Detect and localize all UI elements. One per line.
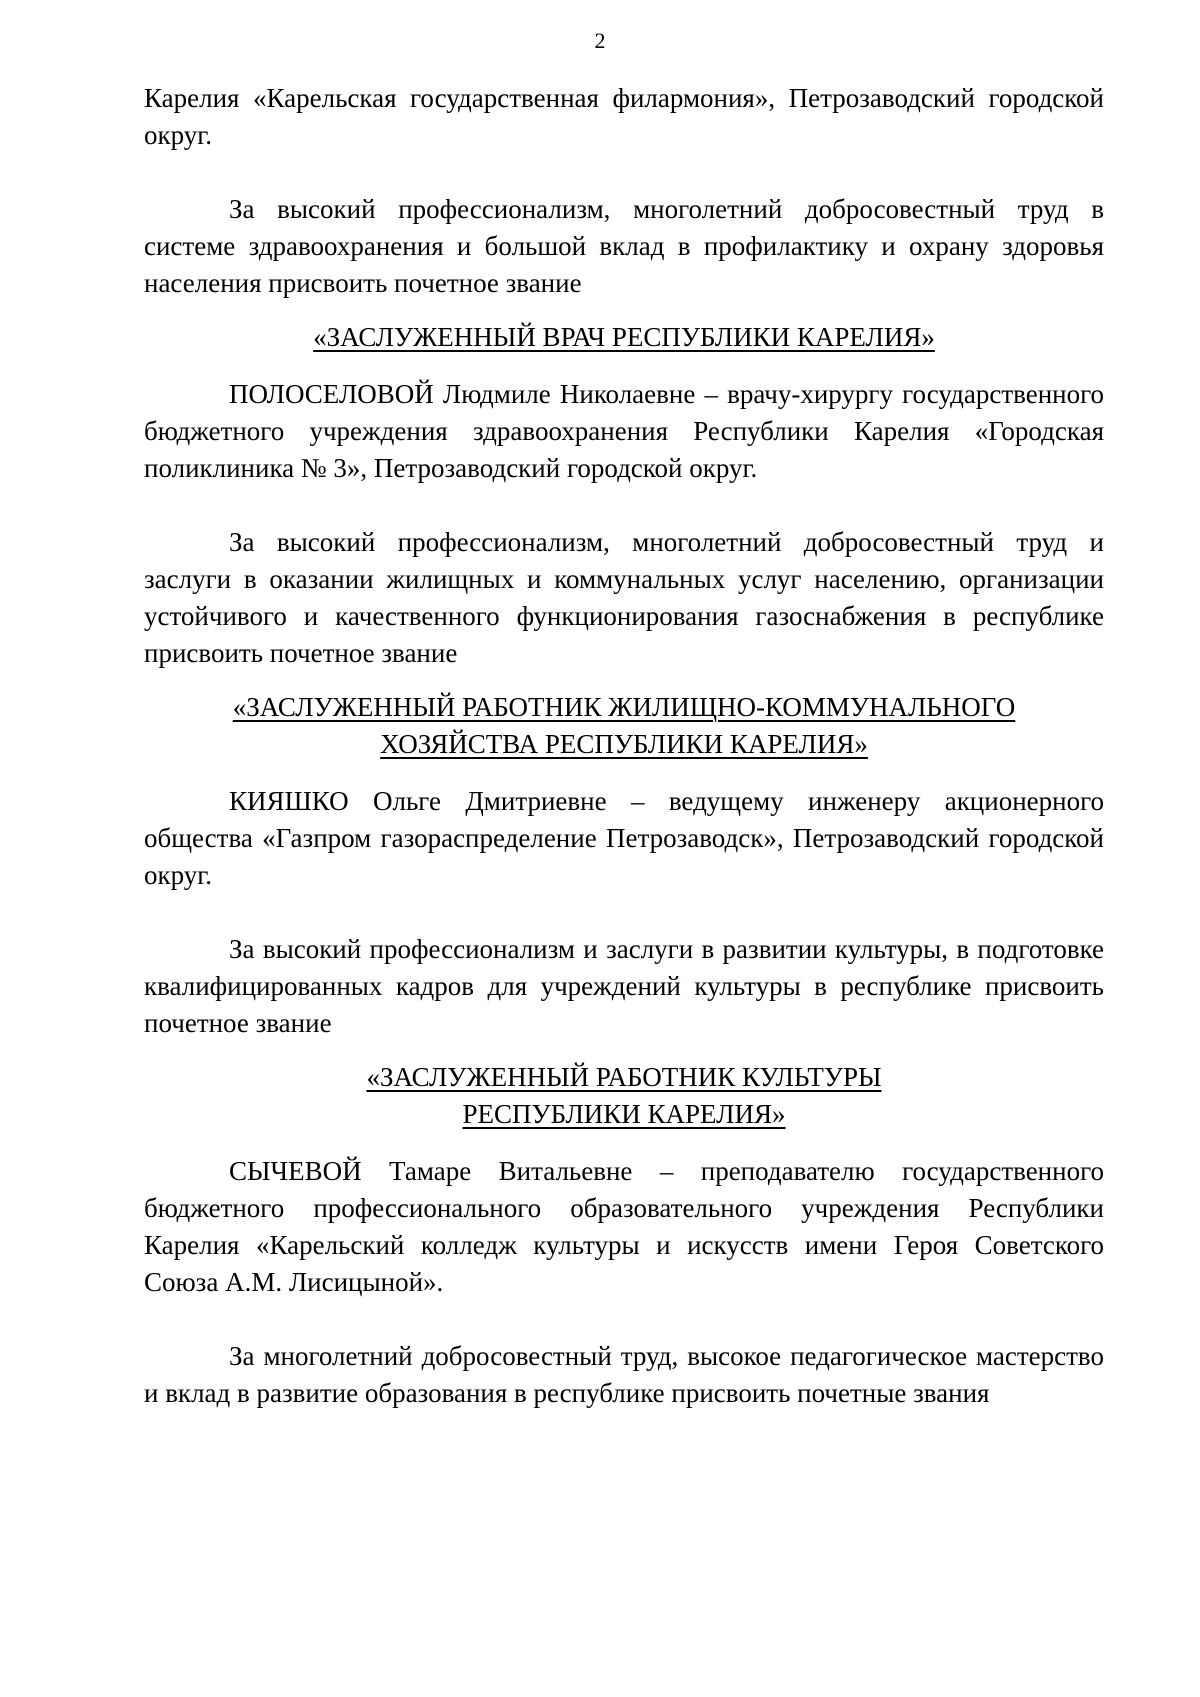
- awardee-paragraph: СЫЧЕВОЙ Тамаре Витальевне – преподавателю государственного бюджетного профессионального образовательного учреждения Республики Карелия «Карельский колледж культуры и искусств имени Героя Советского Союза А.М. Лисицыной».: [144, 1156, 1104, 1297]
- heading-line: ХОЗЯЙСТВА РЕСПУБЛИКИ КАРЕЛИЯ»: [380, 729, 868, 759]
- award-title-heading: [144, 319, 1104, 356]
- heading-line: РЕСПУБЛИКИ КАРЕЛИЯ»: [462, 1099, 786, 1129]
- award-reason-paragraph: За высокий профессионализм и заслуги в развитии культуры, в подготовке квалифицированных кадров для учреждений культуры в республике присвоить почетное звание: [144, 934, 1104, 1038]
- document-body: [144, 80, 1104, 1412]
- heading-line: «ЗАСЛУЖЕННЫЙ РАБОТНИК ЖИЛИЩНО-КОММУНАЛЬНОГО: [232, 692, 1016, 722]
- heading-line: «ЗАСЛУЖЕННЫЙ РАБОТНИК КУЛЬТУРЫ: [366, 1062, 882, 1092]
- awardee-paragraph: ПОЛОСЕЛОВОЙ Людмиле Николаевне – врачу-хирургу государственного бюджетного учреждения здравоохранения Республики Карелия «Городская поликлиника № 3», Петрозаводский городской округ.: [144, 379, 1104, 483]
- page-number: 2: [594, 28, 606, 53]
- award-title-heading: [144, 689, 1104, 763]
- award-reason-paragraph: За высокий профессионализм, многолетний добросовестный труд и заслуги в оказании жилищных и коммунальных услуг населению, организации устойчивого и качественного функционирования газоснабжения в республике присвоить почетное звание: [144, 527, 1104, 668]
- award-reason-paragraph: За многолетний добросовестный труд, высокое педагогическое мастерство и вклад в развитие образования в республике присвоить почетные звания: [144, 1341, 1104, 1408]
- award-title-heading: [144, 1059, 1104, 1133]
- paragraph-continuation: Карелия «Карельская государственная филармония», Петрозаводский городской округ.: [144, 83, 1104, 150]
- awardee-paragraph: КИЯШКО Ольге Дмитриевне – ведущему инженеру акционерного общества «Газпром газораспределение Петрозаводск», Петрозаводский городской округ.: [144, 786, 1104, 890]
- award-reason-paragraph: За высокий профессионализм, многолетний добросовестный труд в системе здравоохранения и большой вклад в профилактику и охрану здоровья населения присвоить почетное звание: [144, 194, 1104, 298]
- heading-line: «ЗАСЛУЖЕННЫЙ ВРАЧ РЕСПУБЛИКИ КАРЕЛИЯ»: [313, 322, 935, 352]
